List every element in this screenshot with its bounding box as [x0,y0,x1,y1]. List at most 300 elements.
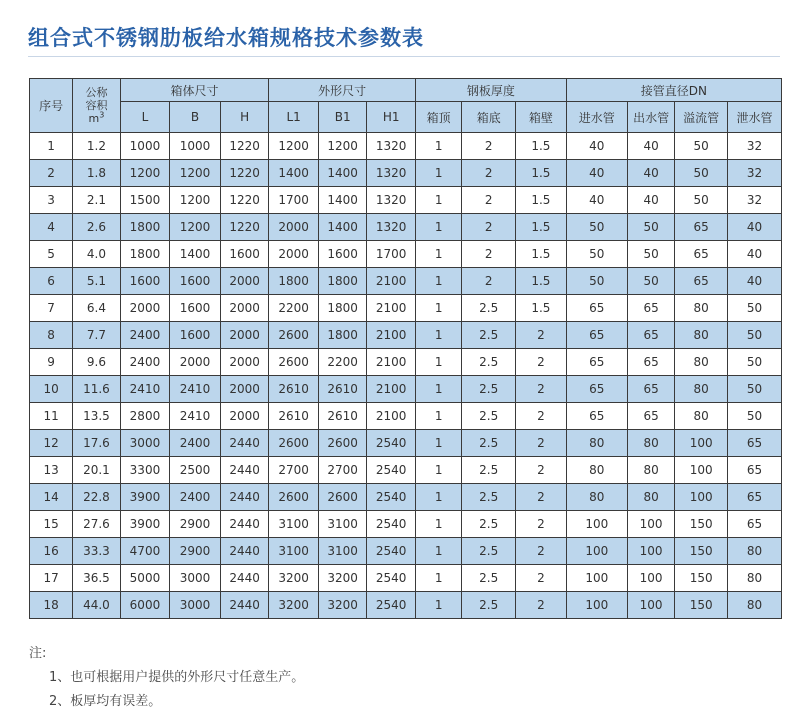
table-cell: 2400 [170,430,221,457]
table-cell: 3000 [170,592,221,619]
table-cell: 2200 [269,295,319,322]
table-cell: 2100 [367,349,416,376]
table-cell: 9.6 [73,349,120,376]
table-cell: 2100 [367,295,416,322]
table-cell: 50 [728,403,782,430]
table-cell: 1 [415,268,461,295]
table-cell: 1000 [120,133,170,160]
table-cell: 2540 [367,592,416,619]
table-cell: 2000 [170,349,221,376]
notes-label: 注: [29,646,47,661]
table-row [30,403,782,430]
table-cell: 2600 [269,349,319,376]
table-row [30,133,782,160]
table-cell: 65 [627,322,674,349]
table-cell: 50 [728,322,782,349]
table-cell: 80 [566,484,627,511]
table-cell: 1 [415,484,461,511]
header-capacity-line2: 容积 [85,99,108,112]
table-cell: 65 [566,349,627,376]
table-cell: 80 [566,457,627,484]
header-group-pipe: 接管直径DN [566,79,781,102]
table-cell: 65 [728,484,782,511]
table-cell: 1220 [220,187,269,214]
table-cell: 2 [516,349,567,376]
table-cell: 1400 [318,214,367,241]
table-cell: 2540 [367,430,416,457]
table-cell: 2440 [220,484,269,511]
table-cell: 32 [728,187,782,214]
table-cell: 50 [675,160,728,187]
table-cell: 3000 [120,430,170,457]
table-row [30,376,782,403]
table-cell: 2540 [367,565,416,592]
table-cell: 32 [728,160,782,187]
table-cell: 18 [30,592,73,619]
table-cell: 2000 [220,376,269,403]
subheader-cell: 泄水管 [728,102,782,133]
subheader-cell: 箱壁 [516,102,567,133]
table-cell: 1800 [318,268,367,295]
note-item-1: 1、也可根据用户提供的外形尺寸任意生产。 [49,670,305,685]
table-cell: 65 [566,376,627,403]
table-row [30,430,782,457]
table-cell: 150 [675,511,728,538]
table-cell: 50 [675,133,728,160]
table-cell: 1 [415,295,461,322]
table-cell: 1700 [269,187,319,214]
table-cell: 50 [566,214,627,241]
table-cell: 50 [728,376,782,403]
table-cell: 1700 [367,241,416,268]
table-cell: 1800 [120,214,170,241]
table-row [30,484,782,511]
table-cell: 40 [728,268,782,295]
header-seq: 序号 [30,79,73,133]
table-cell: 1.5 [516,241,567,268]
table-cell: 14 [30,484,73,511]
table-cell: 2.5 [462,592,516,619]
table-row [30,592,782,619]
table-cell: 1800 [318,295,367,322]
header-capacity-unit-sup: 3 [99,110,105,120]
table-cell: 65 [627,376,674,403]
table-cell: 2800 [120,403,170,430]
table-cell: 32 [728,133,782,160]
page-title: 组合式不锈钢肋板给水箱规格技术参数表 [28,26,424,50]
table-cell: 50 [728,295,782,322]
table-cell: 3900 [120,511,170,538]
table-cell: 1200 [120,160,170,187]
table-cell: 2 [516,484,567,511]
table-cell: 2610 [318,403,367,430]
table-cell: 2700 [318,457,367,484]
table-cell: 4700 [120,538,170,565]
table-cell: 2 [30,160,73,187]
table-cell: 1 [415,214,461,241]
table-cell: 3100 [318,538,367,565]
table-cell: 1 [415,565,461,592]
subheader-cell: 箱底 [462,102,516,133]
table-cell: 40 [627,160,674,187]
table-cell: 2 [462,241,516,268]
table-cell: 2700 [269,457,319,484]
table-cell: 40 [728,214,782,241]
table-cell: 65 [627,295,674,322]
table-cell: 2000 [269,214,319,241]
table-cell: 3100 [318,511,367,538]
table-cell: 2600 [269,322,319,349]
subheader-row [30,102,782,133]
table-cell: 3200 [318,592,367,619]
table-cell: 27.6 [73,511,120,538]
table-cell: 80 [675,403,728,430]
table-cell: 2.5 [462,538,516,565]
table-cell: 50 [728,349,782,376]
table-cell: 5000 [120,565,170,592]
table-cell: 1200 [269,133,319,160]
table-cell: 1 [415,349,461,376]
table-cell: 1 [415,133,461,160]
table-cell: 2440 [220,565,269,592]
table-cell: 100 [627,511,674,538]
table-cell: 80 [675,295,728,322]
table-cell: 65 [566,403,627,430]
table-cell: 2200 [318,349,367,376]
table-cell: 2 [516,322,567,349]
table-cell: 80 [627,457,674,484]
spec-table-body [30,133,782,619]
table-cell: 1200 [170,187,221,214]
table-cell: 1.2 [73,133,120,160]
table-cell: 2.5 [462,430,516,457]
subheader-cell: L1 [269,102,319,133]
table-cell: 150 [675,538,728,565]
table-cell: 3100 [269,511,319,538]
subheader-cell: H1 [367,102,416,133]
table-cell: 2900 [170,538,221,565]
table-cell: 2.5 [462,457,516,484]
table-cell: 65 [728,457,782,484]
table-cell: 6.4 [73,295,120,322]
note-item-2: 2、板厚均有误差。 [49,694,162,709]
table-cell: 65 [566,295,627,322]
table-cell: 4 [30,214,73,241]
table-cell: 65 [627,349,674,376]
table-cell: 80 [728,565,782,592]
table-cell: 2600 [269,484,319,511]
table-cell: 2100 [367,376,416,403]
table-cell: 36.5 [73,565,120,592]
table-cell: 100 [566,511,627,538]
header-capacity-unit: m [88,112,100,125]
header-capacity-line1: 公称 [85,86,108,99]
table-cell: 1400 [318,187,367,214]
table-cell: 13 [30,457,73,484]
table-cell: 100 [627,565,674,592]
table-row [30,349,782,376]
table-cell: 2 [516,403,567,430]
table-cell: 2.5 [462,403,516,430]
table-cell: 1 [415,430,461,457]
header-group-box: 箱体尺寸 [120,79,269,102]
table-cell: 5.1 [73,268,120,295]
table-cell: 1 [415,322,461,349]
table-cell: 2600 [318,484,367,511]
subheader-cell: L [120,102,170,133]
table-cell: 100 [675,430,728,457]
table-cell: 2 [516,376,567,403]
table-cell: 50 [675,187,728,214]
table-cell: 1600 [318,241,367,268]
table-cell: 1 [415,376,461,403]
table-cell: 1320 [367,133,416,160]
table-cell: 1800 [269,268,319,295]
table-cell: 2.1 [73,187,120,214]
table-cell: 150 [675,592,728,619]
table-cell: 2.5 [462,376,516,403]
table-cell: 2440 [220,457,269,484]
table-cell: 80 [675,376,728,403]
table-cell: 1320 [367,214,416,241]
table-cell: 80 [675,322,728,349]
table-row [30,457,782,484]
table-cell: 2 [462,214,516,241]
table-cell: 1320 [367,187,416,214]
table-cell: 2100 [367,322,416,349]
table-cell: 1 [415,511,461,538]
table-cell: 2000 [220,403,269,430]
table-cell: 50 [566,268,627,295]
table-cell: 65 [566,322,627,349]
table-cell: 22.8 [73,484,120,511]
table-cell: 50 [627,214,674,241]
table-cell: 1 [415,403,461,430]
table-row [30,160,782,187]
table-cell: 33.3 [73,538,120,565]
notes [29,642,304,714]
table-cell: 13.5 [73,403,120,430]
table-cell: 1.5 [516,295,567,322]
subheader-cell: 溢流管 [675,102,728,133]
subheader-cell: H [220,102,269,133]
table-cell: 1 [415,592,461,619]
table-row [30,214,782,241]
table-cell: 11.6 [73,376,120,403]
table-cell: 2 [516,511,567,538]
table-cell: 6 [30,268,73,295]
table-cell: 2400 [170,484,221,511]
table-cell: 3900 [120,484,170,511]
table-cell: 2000 [269,241,319,268]
table-cell: 2.6 [73,214,120,241]
table-cell: 2.5 [462,349,516,376]
table-cell: 100 [566,592,627,619]
table-cell: 12 [30,430,73,457]
table-cell: 1 [415,538,461,565]
table-cell: 65 [675,268,728,295]
table-row [30,565,782,592]
table-cell: 65 [728,430,782,457]
table-cell: 11 [30,403,73,430]
table-row [30,538,782,565]
table-cell: 2000 [220,349,269,376]
table-cell: 2540 [367,484,416,511]
table-cell: 2 [462,187,516,214]
table-cell: 150 [675,565,728,592]
table-cell: 2100 [367,268,416,295]
table-cell: 100 [566,565,627,592]
table-cell: 1 [415,457,461,484]
table-cell: 65 [728,511,782,538]
table-cell: 2 [516,592,567,619]
table-cell: 1600 [170,322,221,349]
table-cell: 80 [728,592,782,619]
table-cell: 7.7 [73,322,120,349]
table-cell: 1.5 [516,133,567,160]
table-cell: 1600 [170,295,221,322]
table-cell: 20.1 [73,457,120,484]
table-cell: 3200 [269,592,319,619]
table-cell: 10 [30,376,73,403]
table-cell: 40 [566,187,627,214]
table-cell: 50 [566,241,627,268]
spec-table [29,78,782,619]
table-cell: 2000 [220,268,269,295]
table-cell: 40 [728,241,782,268]
table-cell: 1220 [220,214,269,241]
table-cell: 2610 [269,376,319,403]
table-cell: 2.5 [462,565,516,592]
table-cell: 2440 [220,592,269,619]
table-cell: 8 [30,322,73,349]
table-cell: 1600 [220,241,269,268]
table-cell: 50 [627,268,674,295]
table-cell: 1600 [120,268,170,295]
table-cell: 1200 [318,133,367,160]
table-cell: 1.8 [73,160,120,187]
table-row [30,187,782,214]
table-cell: 9 [30,349,73,376]
table-cell: 1.5 [516,160,567,187]
table-cell: 17.6 [73,430,120,457]
table-cell: 2410 [170,376,221,403]
table-cell: 2440 [220,511,269,538]
table-cell: 2.5 [462,484,516,511]
subheader-cell: 进水管 [566,102,627,133]
table-cell: 80 [675,349,728,376]
subheader-cell: B [170,102,221,133]
table-cell: 1.5 [516,268,567,295]
table-cell: 2 [516,430,567,457]
table-cell: 2540 [367,511,416,538]
table-cell: 2000 [120,295,170,322]
table-cell: 65 [675,241,728,268]
table-cell: 100 [566,538,627,565]
table-cell: 1220 [220,160,269,187]
table-cell: 3200 [318,565,367,592]
table-cell: 1 [415,160,461,187]
table-cell: 2 [462,133,516,160]
table-cell: 2540 [367,538,416,565]
table-cell: 2400 [120,349,170,376]
table-cell: 1800 [318,322,367,349]
table-cell: 2 [516,457,567,484]
subheader-cell: 箱顶 [415,102,461,133]
table-cell: 2410 [170,403,221,430]
table-row [30,322,782,349]
table-cell: 4.0 [73,241,120,268]
table-cell: 2 [516,538,567,565]
table-cell: 2.5 [462,295,516,322]
table-cell: 65 [675,214,728,241]
table-cell: 2000 [220,295,269,322]
table-cell: 2610 [269,403,319,430]
table-cell: 1200 [170,214,221,241]
table-row [30,268,782,295]
table-cell: 2000 [220,322,269,349]
table-cell: 1800 [120,241,170,268]
table-cell: 100 [627,538,674,565]
header-group-outer: 外形尺寸 [269,79,416,102]
table-cell: 1.5 [516,214,567,241]
table-cell: 50 [627,241,674,268]
table-cell: 1500 [120,187,170,214]
table-cell: 2100 [367,403,416,430]
table-cell: 2.5 [462,322,516,349]
table-cell: 2540 [367,457,416,484]
table-cell: 17 [30,565,73,592]
table-cell: 2600 [269,430,319,457]
table-cell: 1220 [220,133,269,160]
table-cell: 80 [627,484,674,511]
table-cell: 6000 [120,592,170,619]
table-cell: 3100 [269,538,319,565]
table-cell: 2600 [318,430,367,457]
table-cell: 80 [627,430,674,457]
table-cell: 1 [415,187,461,214]
table-cell: 40 [627,133,674,160]
table-cell: 40 [566,133,627,160]
table-cell: 16 [30,538,73,565]
table-cell: 1320 [367,160,416,187]
header-group-plate: 钢板厚度 [415,79,566,102]
table-cell: 40 [627,187,674,214]
table-cell: 65 [627,403,674,430]
table-cell: 7 [30,295,73,322]
table-cell: 2610 [318,376,367,403]
table-cell: 100 [627,592,674,619]
table-cell: 3000 [170,565,221,592]
table-cell: 1200 [170,160,221,187]
table-cell: 2 [462,160,516,187]
table-row [30,511,782,538]
subheader-cell: 出水管 [627,102,674,133]
table-cell: 2440 [220,430,269,457]
table-cell: 80 [728,538,782,565]
table-row [30,241,782,268]
table-cell: 2 [462,268,516,295]
table-cell: 5 [30,241,73,268]
table-cell: 44.0 [73,592,120,619]
table-cell: 3200 [269,565,319,592]
table-cell: 2.5 [462,511,516,538]
header-capacity [73,79,120,133]
table-cell: 3300 [120,457,170,484]
table-cell: 100 [675,457,728,484]
table-cell: 40 [566,160,627,187]
table-cell: 2410 [120,376,170,403]
